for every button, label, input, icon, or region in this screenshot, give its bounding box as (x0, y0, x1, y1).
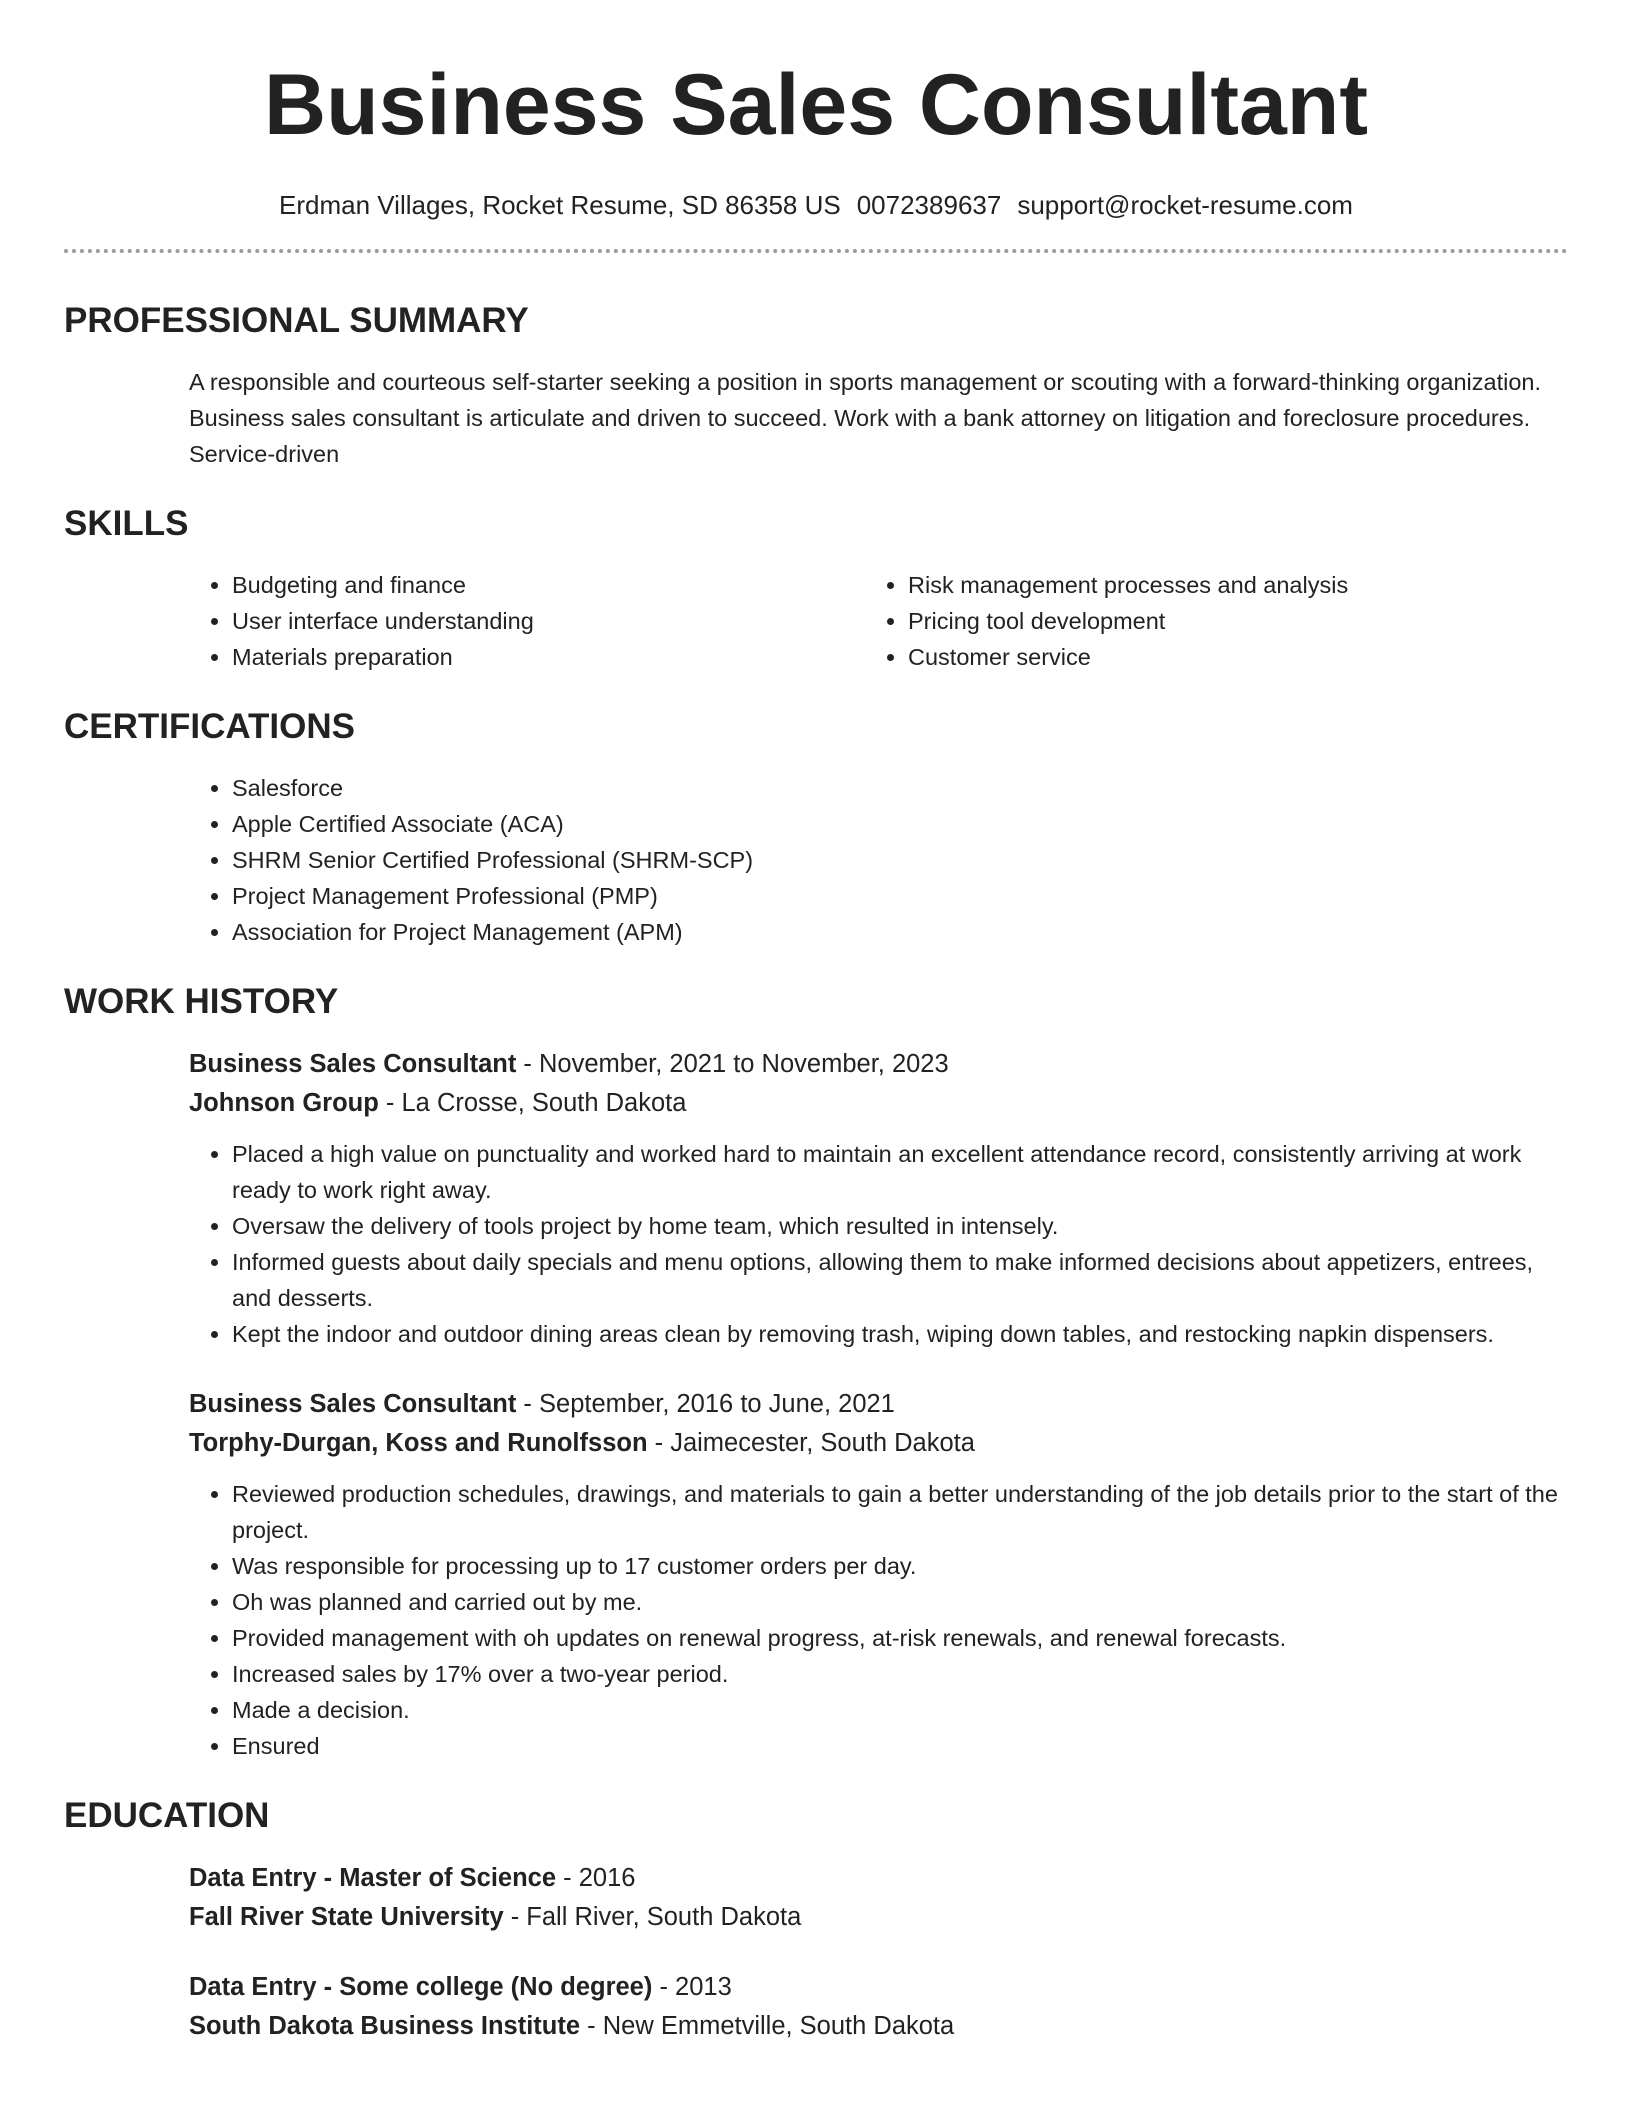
resume-name: Business Sales Consultant (264, 57, 1368, 153)
education-location: - New Emmetville, South Dakota (580, 2012, 955, 2041)
job-bullet: • Was responsible for processing up to 17 customer orders per day. (232, 1548, 1568, 1584)
skills-list-left (189, 567, 865, 675)
job-company-line (189, 1084, 1568, 1123)
certifications-list (189, 770, 1568, 950)
certifications-body (189, 770, 1568, 950)
job-bullet: • Placed a high value on punctuality and worked hard to maintain an excellent attendance record, consistently arriving at work ready to work right away. (232, 1136, 1568, 1208)
section-title-certifications: CERTIFICATIONS (64, 707, 356, 747)
skill-item: • Budgeting and finance (232, 567, 865, 603)
skills-column-left (189, 567, 865, 675)
skills-list-right (865, 567, 1541, 675)
education-school-line (189, 1898, 1568, 1937)
section-title-skills: SKILLS (64, 504, 189, 544)
education-entry (189, 1859, 1568, 1937)
education-degree: Data Entry - Master of Science (189, 1864, 557, 1893)
skills-grid (189, 567, 1568, 675)
education-school: South Dakota Business Institute (189, 2012, 581, 2041)
certification-item: • SHRM Senior Certified Professional (SHRM-SCP) (232, 842, 1568, 878)
certification-item: • Salesforce (232, 770, 1568, 806)
education-degree-line (189, 1968, 1568, 2007)
skill-item: • Materials preparation (232, 639, 865, 675)
job-company-line (189, 1424, 1568, 1463)
contact-email: support@rocket-resume.com (1017, 190, 1353, 220)
job-bullet: • Made a decision. (232, 1692, 1568, 1728)
job-bullet: • Oh was planned and carried out by me. (232, 1584, 1568, 1620)
certification-item: • Project Management Professional (PMP) (232, 878, 1568, 914)
job-bullets (189, 1476, 1568, 1764)
summary-text: A responsible and courteous self-starter seeking a position in sports management or scouting with a forward-thinking organization. Business sales consultant is articulate and driven to succeed. Work with a bank attorney on litigation and foreclosure procedures. Service-driven (189, 369, 1541, 468)
job-bullets (189, 1136, 1568, 1352)
certification-item: • Apple Certified Associate (ACA) (232, 806, 1568, 842)
job-dates: - November, 2021 to November, 2023 (516, 1050, 949, 1079)
job-role: Business Sales Consultant (189, 1050, 517, 1079)
job-bullet: • Reviewed production schedules, drawings, and materials to gain a better understanding of the job details prior to the start of the project. (232, 1476, 1568, 1548)
education-year: - 2013 (652, 1973, 732, 2002)
job-location: - Jaimecester, South Dakota (647, 1429, 975, 1458)
header-divider (64, 249, 1568, 253)
certification-item: • Association for Project Management (APM) (232, 914, 1568, 950)
job-bullet: • Kept the indoor and outdoor dining areas clean by removing trash, wiping down tables, and restocking napkin dispensers. (232, 1316, 1568, 1352)
job-bullet: • Provided management with oh updates on renewal progress, at-risk renewals, and renewal forecasts. (232, 1620, 1568, 1656)
education-school-line (189, 2007, 1568, 2046)
job-role: Business Sales Consultant (189, 1390, 517, 1419)
education-school: Fall River State University (189, 1903, 504, 1932)
job-bullet: • Increased sales by 17% over a two-year period. (232, 1656, 1568, 1692)
skills-column-right (865, 567, 1541, 675)
section-title-work-history: WORK HISTORY (64, 982, 339, 1022)
skill-item: • Pricing tool development (908, 603, 1541, 639)
job-bullet: • Informed guests about daily specials and menu options, allowing them to make informed decisions about appetizers, entrees, and desserts. (232, 1244, 1568, 1316)
education-location: - Fall River, South Dakota (503, 1903, 802, 1932)
job-bullet: • Ensured (232, 1728, 1568, 1764)
job-entry (189, 1045, 1568, 1352)
education-year: - 2016 (556, 1864, 636, 1893)
job-company: Johnson Group (189, 1089, 379, 1118)
job-dates: - September, 2016 to June, 2021 (516, 1390, 895, 1419)
contact-phone: 0072389637 (856, 190, 1002, 220)
skill-item: • User interface understanding (232, 603, 865, 639)
education-degree: Data Entry - Some college (No degree) (189, 1973, 653, 2002)
skill-item: • Customer service (908, 639, 1541, 675)
job-company: Torphy-Durgan, Koss and Runolfsson (189, 1429, 648, 1458)
job-bullet: • Oversaw the delivery of tools project by home team, which resulted in intensely. (232, 1208, 1568, 1244)
job-location: - La Crosse, South Dakota (378, 1089, 687, 1118)
education-degree-line (189, 1859, 1568, 1898)
education-entry (189, 1968, 1568, 2046)
job-title-line (189, 1045, 1568, 1084)
contact-address: Erdman Villages, Rocket Resume, SD 86358 US (279, 190, 841, 220)
skill-item: • Risk management processes and analysis (908, 567, 1541, 603)
job-title-line (189, 1385, 1568, 1424)
contact-line (64, 190, 1568, 221)
section-title-education: EDUCATION (64, 1796, 270, 1836)
section-title-summary: PROFESSIONAL SUMMARY (64, 301, 529, 341)
job-entry (189, 1385, 1568, 1764)
